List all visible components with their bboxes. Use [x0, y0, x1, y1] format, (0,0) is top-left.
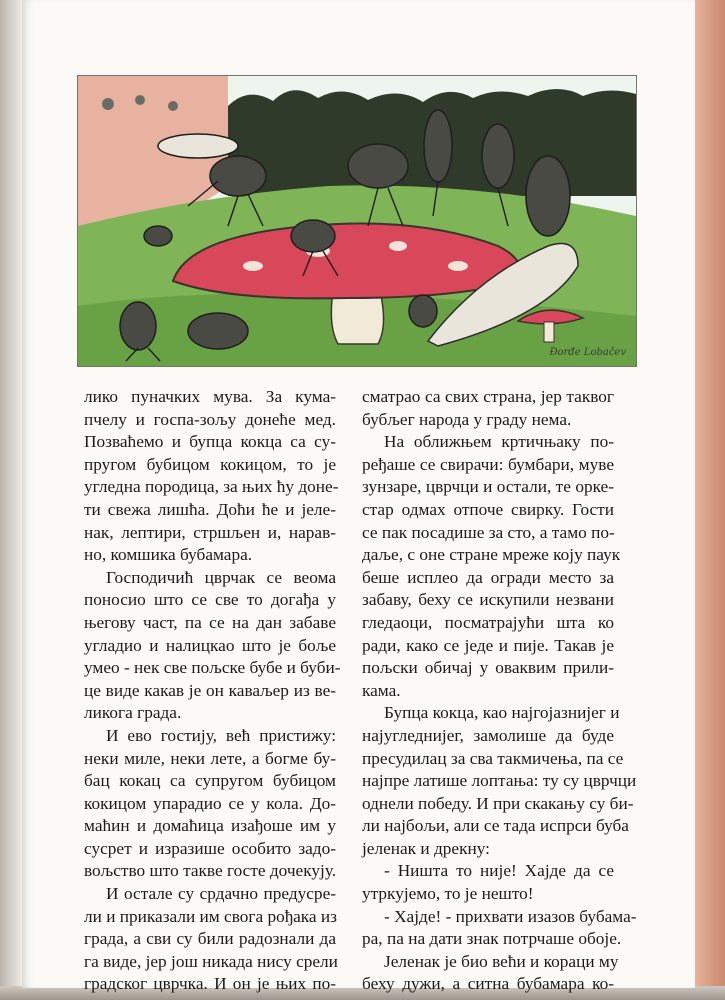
text-line: бац кокац са супругом бубицом	[84, 771, 336, 791]
text-line: градског цврчка. И он је њих по-	[84, 974, 336, 994]
text-line: зунзаре, цврчци и остали, те орке-	[362, 477, 614, 497]
insect-party-illustration-icon	[78, 76, 636, 366]
text-line: даље, с оне стране мреже коју паук	[362, 545, 621, 565]
text-line: бубљег народа у граду нема.	[362, 409, 572, 429]
insect-party-illustration	[77, 75, 637, 367]
text-line: ређаше се свирачи: бумбари, муве	[362, 454, 614, 474]
text-line: га виде, јер још никада нису срели	[84, 951, 338, 971]
text-line: Бупца кокца, као најгојазнијег и	[384, 703, 620, 723]
text-line: беше исплео да огради место за	[362, 567, 614, 587]
text-line: пчелу и госпа-зољу донеће мед.	[84, 409, 336, 429]
illustration-signature: Đorđe Lobačev	[549, 347, 626, 358]
text-line: угладио и налицкао што је боље	[84, 635, 336, 655]
text-line: це виде какав је он каваљер из ве-	[84, 680, 336, 700]
text-line: ли и приказали им свога рођака из	[84, 906, 337, 926]
text-line: И ево гостију, већ пристижу:	[106, 725, 336, 745]
text-line: његову част, па се на дан забаве	[84, 612, 336, 632]
text-line: ликога града.	[84, 703, 182, 723]
text-line: сусрет и изразише особито задо-	[84, 838, 336, 858]
text-line: кама.	[362, 680, 401, 700]
text-line: вољство што такве госте дочекују.	[84, 861, 337, 881]
book-binding-shadow	[0, 0, 22, 1000]
text-line: пољски обичај у оваквим прили-	[362, 658, 614, 678]
text-line: најугледнијег, замолише да буде	[362, 725, 614, 745]
text-line: ради, како се једе и пије. Такав је	[362, 635, 614, 655]
text-column-left	[84, 386, 341, 996]
text-line: утркујемо, то је нешто!	[362, 884, 534, 904]
text-line: Господичић цврчак се веома	[106, 567, 336, 587]
text-line: - Хајде! - прихвати изазов бубама-	[384, 906, 637, 926]
text-line: маћин и домаћица изађоше им у	[84, 816, 336, 836]
text-column-right	[362, 386, 637, 996]
text-line: града, а сви су били радознали да	[84, 929, 336, 949]
text-line: кокицом упарадио се у кола. До-	[84, 793, 336, 813]
text-line: беху дужи, а ситна бубамара ко-	[362, 974, 614, 994]
text-line: нак, лептири, стршљен и, нарав-	[84, 522, 336, 542]
text-line: Јеленак је био већи и кораци му	[384, 951, 619, 971]
text-line: стар одмах отпоче свирку. Гости	[362, 499, 614, 519]
text-line: сматрао са свих страна, јер таквог	[362, 387, 614, 406]
text-line: но, комшика бубамара.	[84, 545, 253, 565]
text-line: забаву, беху се искупили незвани	[362, 590, 614, 610]
text-line: најпре латише лоптања: ту су цврчци	[362, 771, 637, 791]
text-line: умео - нек све пољске бубе и буби-	[84, 658, 341, 678]
text-line: ти свежа лишћа. Доћи ће и јеле-	[84, 499, 336, 519]
text-line: гледаоци, посматрајући шта ко	[362, 612, 614, 632]
text-line: ли најбољи, али се тада испрси буба	[362, 816, 629, 836]
text-line: Позваћемо и бупца кокца са су-	[84, 432, 336, 452]
text-line: И остале су срдачно предусре-	[106, 884, 336, 904]
text-line: ра, па на дати знак потрчаше обоје.	[362, 929, 622, 949]
text-line: се пак посадише за сто, а тамо по-	[362, 522, 615, 542]
text-line: пресудилац за сва такмичења, па се	[362, 748, 624, 768]
book-edge-right	[695, 0, 725, 1000]
text-line: пругом бубицом кокицом, то је	[84, 454, 336, 474]
text-line: јеленак и дрекну:	[362, 838, 490, 858]
text-line: На оближњем кртичњаку по-	[384, 432, 614, 452]
text-line: - Ништа то није! Хајде да се	[384, 861, 614, 881]
text-line: лико пуначких мува. За кума-	[84, 387, 336, 406]
text-line: поносио што се све то догађа у	[84, 590, 336, 610]
book-page	[22, 0, 695, 994]
text-line: однели победу. И при скакању су би-	[362, 793, 634, 813]
text-line: неки миле, неки лете, а богме бу-	[84, 748, 336, 768]
text-line: угледна породица, за њих ћу доне-	[84, 477, 339, 497]
